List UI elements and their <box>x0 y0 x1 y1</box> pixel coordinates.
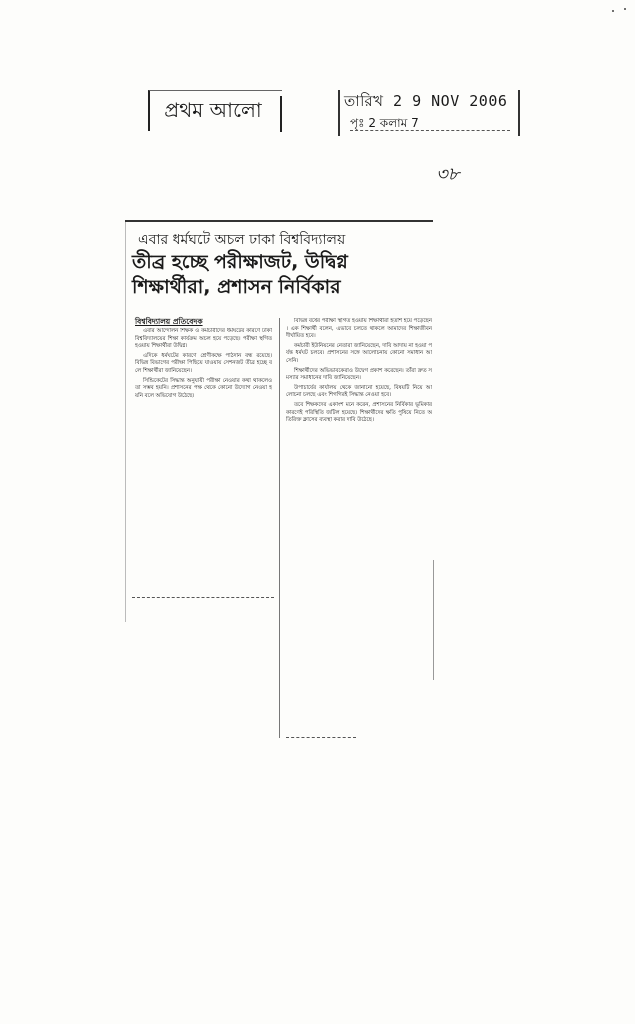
column-divider <box>279 318 280 738</box>
stamp-page-column: পৃঃ 2 কলাম 7 <box>350 116 419 130</box>
paragraph: বিভিন্ন বর্ষের পরীক্ষা স্থগিত হওয়ায় শিক্ষার্থীরা হতাশ হয়ে পড়েছেন। এক শিক্ষার্থী বলেন, এভাবে চলতে থাকলে আমাদের শিক্ষাজীবন দীর্ঘায়িত হবে। <box>286 318 432 340</box>
article-column-left <box>135 328 272 593</box>
stamp-divider <box>350 130 510 131</box>
article-byline: বিশ্ববিদ্যালয় প্রতিবেদক <box>135 317 203 326</box>
paragraph: কর্মচারী ইউনিয়নের নেতারা জানিয়েছেন, দাবি আদায় না হওয়া পর্যন্ত ধর্মঘট চলবে। প্রশাসনের সঙ্গে আলোচনায় কোনো সমাধান আসেনি। <box>286 342 432 364</box>
article-tail-rule <box>286 737 356 739</box>
paragraph: সিন্ডিকেটের সিদ্ধান্ত অনুযায়ী পরীক্ষা নেওয়ার কথা থাকলেও তা সম্ভব হয়নি। প্রশাসনের পক্ষ থেকে কোনো উদ্যোগ নেওয়া হয়নি বলে অভিযোগ উঠেছে। <box>135 377 272 399</box>
clipping-top-rule <box>125 220 433 222</box>
scan-speck <box>612 10 614 12</box>
paragraph: তবে শিক্ষকদের একাংশ মনে করেন, প্রশাসনের নির্বিকার ভূমিকার কারণেই পরিস্থিতি জটিল হয়েছে। শিক্ষার্থীদের ক্ষতি পুষিয়ে নিতে অতিরিক্ত ক্লাসের ব্যবস্থা করার দাবি উঠেছে। <box>286 401 432 424</box>
paragraph: শিক্ষার্থীদের অভিভাবকেরাও উদ্বেগ প্রকাশ করেছেন। তাঁরা দ্রুত সমস্যার সমাধানের দাবি জানিয়েছেন। <box>286 367 432 382</box>
clipping-left-edge <box>125 222 126 622</box>
article-column-right <box>286 318 432 734</box>
headline-line-2: শিক্ষার্থীরা, প্রশাসন নির্বিকার <box>132 276 341 298</box>
newspaper-masthead: প্রথম আলো <box>164 98 262 122</box>
paragraph: এবার আন্দোলন শিক্ষক ও কর্মচারীদের ধর্মঘটের কারণে ঢাকা বিশ্ববিদ্যালয়ের শিক্ষা কার্যক্রম অচল হয়ে পড়েছে। পরীক্ষা স্থগিত হওয়ায় শিক্ষার্থীরা উদ্বিগ্ন। <box>135 328 272 350</box>
stamp-date: তারিখ 2 9 NOV 2006 <box>344 92 508 110</box>
clipping-bottom-rule <box>132 597 274 599</box>
paragraph: এদিকে ধর্মঘটের কারণে শ্রেণীকক্ষে পাঠদান বন্ধ রয়েছে। বিভিন্ন বিভাগের পরীক্ষা পিছিয়ে যাওয়ায় সেশনজট তীব্র হচ্ছে বলে শিক্ষার্থীরা জানিয়েছেন। <box>135 352 272 374</box>
clipping-right-edge <box>433 560 434 680</box>
headline-line-1: তীব্র হচ্ছে পরীক্ষাজট, উদ্বিগ্ন <box>132 251 348 273</box>
article-headline <box>132 250 432 300</box>
file-number: ৩৮ <box>436 164 460 185</box>
paragraph: উপাচার্যের কার্যালয় থেকে জানানো হয়েছে, বিষয়টি নিয়ে আলোচনা চলছে এবং শিগগিরই সিদ্ধান্ত নেওয়া হবে। <box>286 384 432 399</box>
article-kicker: এবার ধর্মঘটে অচল ঢাকা বিশ্ববিদ্যালয় <box>138 232 346 248</box>
scan-speck <box>624 8 626 10</box>
